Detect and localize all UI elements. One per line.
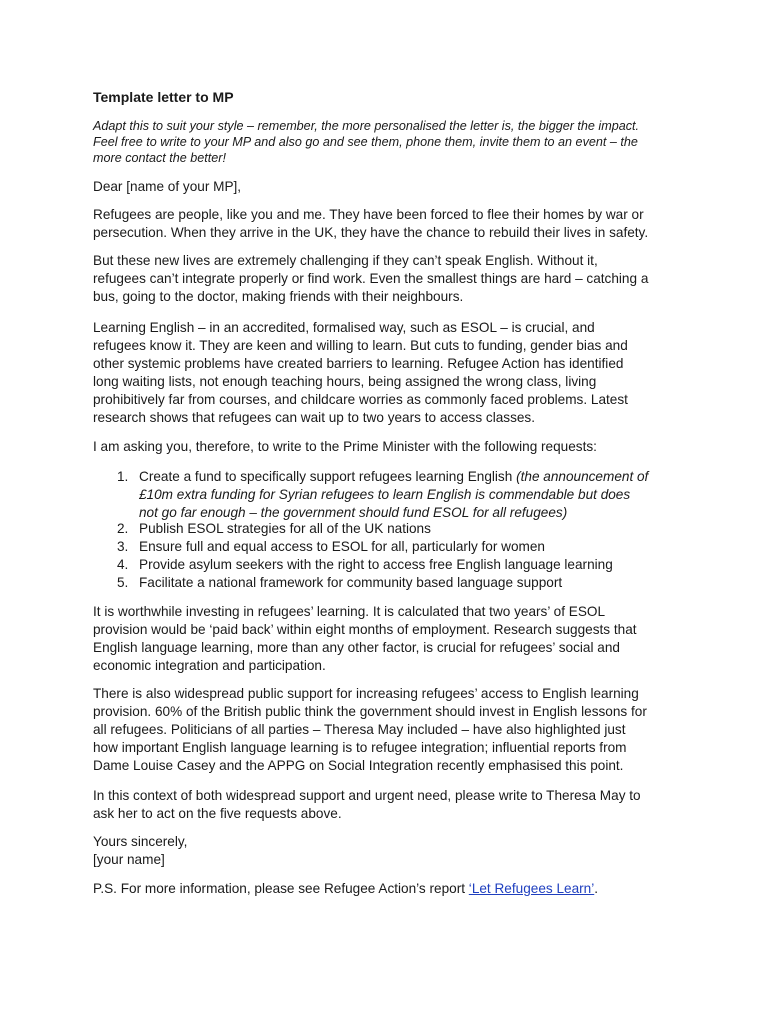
request-item-5: 5. Facilitate a national framework for community based language support (117, 575, 563, 590)
request-item-2: 2. Publish ESOL strategies for all of the UK nations (117, 521, 431, 536)
paragraph-5: There is also widespread public support for increasing refugees’ access to English learning provision. 60% of the British public think the government should invest in English lessons for all refugees. Politicians of all parties – Theresa May included – have also highlighted just how important English language learning is to refugee integration; influential reports from Dame Louise Casey and the APPG on Social Integration recently emphasised this point. (93, 686, 647, 773)
paragraph-2: But these new lives are extremely challenging if they can’t speak English. Without it, refugees can’t integrate properly or find work. Even the smallest things are hard – catching a bus, going to the doctor, making friends with their neighbours. (93, 253, 649, 304)
salutation: Dear [name of your MP], (93, 179, 242, 194)
paragraph-4: It is worthwhile investing in refugees’ learning. It is calculated that two years’ of ESOL provision would be ‘paid back’ within eight months of employment. Research suggests that English language learning, more than any other factor, is crucial for refugees’ social and economic integration and participation. (93, 604, 637, 673)
closing: Yours sincerely, [your name] (93, 834, 188, 867)
report-link[interactable]: ‘Let Refugees Learn’ (468, 881, 595, 896)
paragraph-1: Refugees are people, like you and me. They have been forced to flee their homes by war or persecution. When they arrive in the UK, they have the chance to rebuild their lives in safety. (93, 207, 649, 240)
postscript: P.S. For more information, please see Refugee Action’s report ‘Let Refugees Learn’. (93, 881, 599, 896)
document-title: Template letter to MP (93, 89, 234, 105)
request-item-1: 1. Create a fund to specifically support refugees learning English (the announcement of £10m extra funding for Syrian refugees to learn English is commendable but does not go far enough – the government should fund ESOL for all refugees) (117, 469, 649, 520)
intro-note: Adapt this to suit your style – remember, the more personalised the letter is, the bigger the impact. Feel free to write to your MP and also go and see them, phone them, invite them to an event – the more contact the better! (93, 119, 640, 165)
request-item-3: 3. Ensure full and equal access to ESOL for all, particularly for women (117, 539, 545, 554)
ask-paragraph: I am asking you, therefore, to write to the Prime Minister with the following requests: (93, 439, 597, 454)
paragraph-3: Learning English – in an accredited, formalised way, such as ESOL – is crucial, and refugees know it. They are keen and willing to learn. But cuts to funding, gender bias and other systemic problems have created barriers to learning. Refugee Action has identified long waiting lists, not enough teaching hours, being assigned the wrong class, living prohibitively far from courses, and childcare worries as commonly faced problems. Latest research shows that refugees can wait up to two years to access classes. (93, 320, 628, 425)
paragraph-6: In this context of both widespread support and urgent need, please write to Theresa May to ask her to act on the five requests above. (93, 788, 641, 821)
request-item-4: 4. Provide asylum seekers with the right to access free English language learning (117, 557, 613, 572)
